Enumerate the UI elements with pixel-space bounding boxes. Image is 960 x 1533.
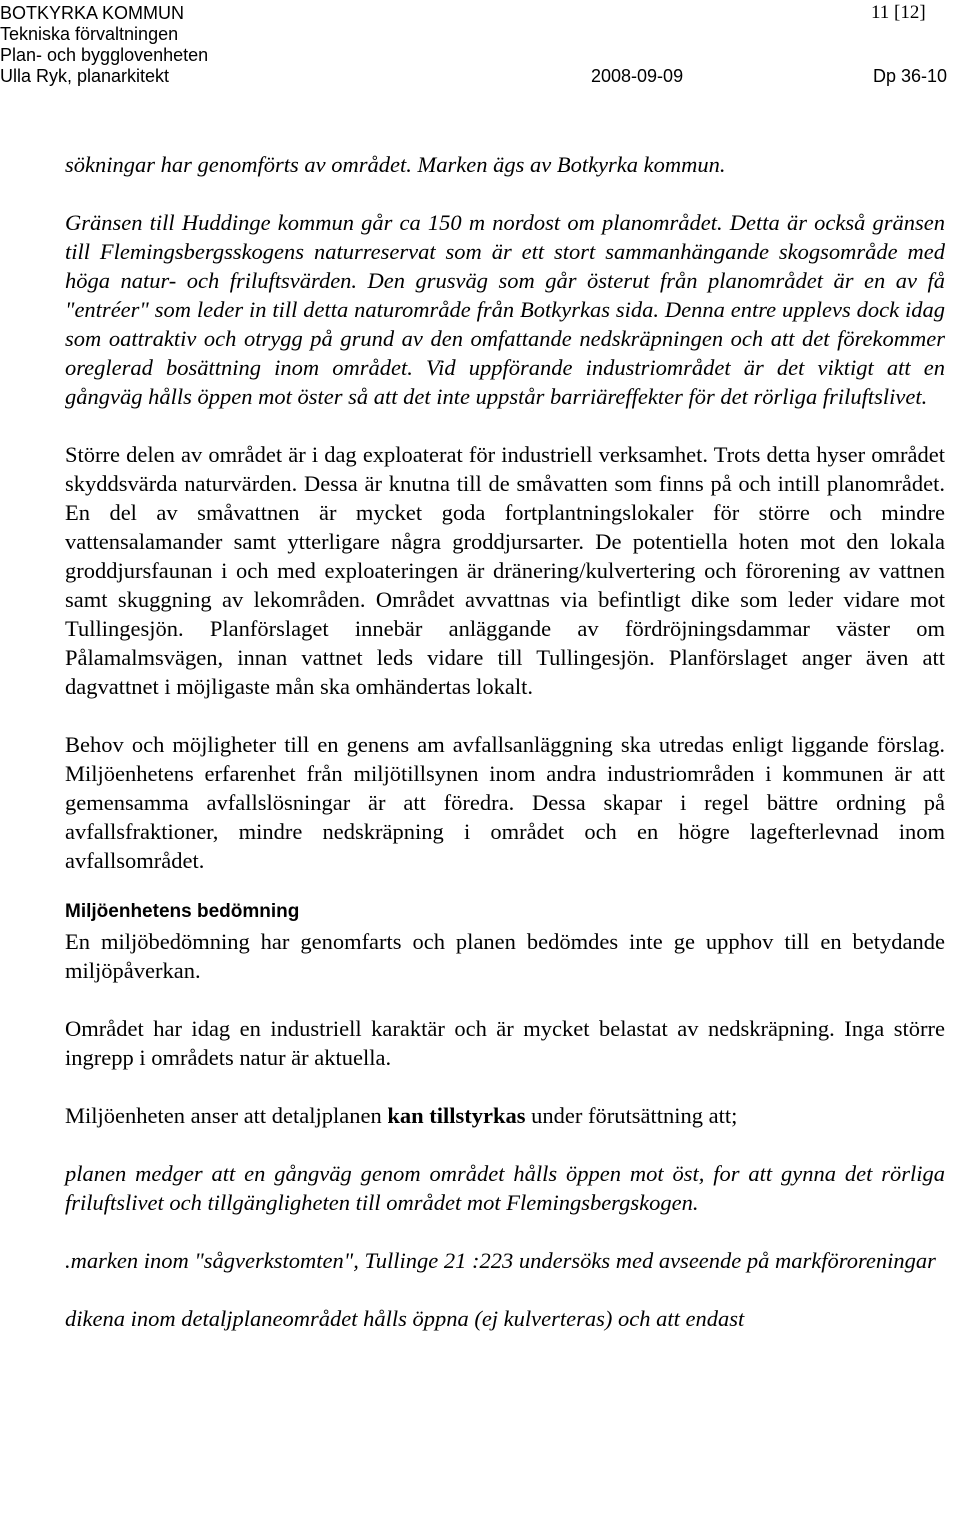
paragraph-7-end: under förutsättning att; [525,1103,738,1128]
header-reference: Dp 36-10 [873,66,948,86]
paragraph-6: Området har idag en industriell karaktär och är mycket belastat av nedskräpning. Inga större ingrepp i områdets natur är aktuella. [65,1016,945,1070]
header-date: 2008-09-09 [591,66,684,86]
paragraph-5: En miljöbedömning har genomfarts och planen bedömdes inte ge upphov till en betydande miljöpåverkan. [65,929,945,983]
paragraph-4: Behov och möjligheter till en genens am avfallsanläggning ska utredas enligt liggande förslag. Miljöenhetens erfarenhet från miljötillsynen inom andra industriområden i kommunen är att gemensamma avfallslösningar är att föredra. Dessa skapar i regel bättre ordning på avfallsfraktioner, mindre nedskräpning i området och en högre lagefterlevnad inom avfallsområdet. [65,732,945,873]
section-heading: Miljöenhetens bedömning [65,901,300,922]
header-dept: Tekniska förvaltningen [0,24,179,44]
header-unit: Plan- och bygglovenheten [0,45,209,65]
paragraph-3: Större delen av området är i dag exploaterat för industriell verksamhet. Trots detta hyser området skyddsvärda naturvärden. Dessa är knutna till de småvatten som finns på och intill planområdet. En del av småvattnen är mycket goda fortplantningslokaler för större och mindre vattensalamander samt ytterligare några groddjursarter. De potentiella hoten mot den lokala groddjursfaunan i och med exploateringen är dränering/kulvertering och förorening av vattnen samt skuggning av lekområden. Området avvattnas via befintligt dike som leder vidare mot Tullingesjön. Planförslaget innebär anläggande av fördröjningsdammar väster om Pålamalmsvägen, innan vattnet leds vidare till Tullingesjön. Planförslaget anger även att dagvattnet i möjligaste mån ska omhändertas lokalt. [65,442,945,699]
header-page-number: 11 [12] [871,2,926,23]
paragraph-10: dikena inom detaljplaneområdet hålls öppna (ej kulverteras) och att endast [65,1306,745,1331]
paragraph-7-start: Miljöenheten anser att detaljplanen [65,1103,388,1128]
header-author: Ulla Ryk, planarkitekt [0,66,170,86]
paragraph-7-emphasis: kan tillstyrkas [387,1103,526,1128]
paragraph-2: Gränsen till Huddinge kommun går ca 150 m nordost om planområdet. Detta är också gränsen till Flemingsbergsskogens naturreservat som är ett stort sammanhängande skogsområde med höga natur- och friluftsvärden. Den grusväg som går österut från planområdet är en av få "entréer" som leder in till detta naturområde från Botkyrkas sida. Denna entre upplevs dock idag som oattraktiv och otrygg på grund av den omfattande nedskräpningen och att det förekommer oreglerad bosättning inom området. Vid uppförande industriområdet är det viktigt att en gångväg hålls öppen mot öster så att det inte uppstår barriäreffekter för det rörliga friluftslivet. [65,210,945,409]
paragraph-7 [65,1101,945,1130]
paragraph-8: planen medger att en gångväg genom området hålls öppen mot öst, for att gynna det rörliga friluftslivet och tillgängligheten till området mot Flemingsbergskogen. [65,1161,945,1215]
paragraph-1: sökningar har genomförts av området. Marken ägs av Botkyrka kommun. [65,152,726,177]
document-body [65,150,945,1333]
paragraph-9: .marken inom "sågverkstomten", Tullinge 21 :223 undersöks med avseende på markföroreningar [65,1248,936,1273]
header-org: BOTKYRKA KOMMUN [0,3,185,23]
